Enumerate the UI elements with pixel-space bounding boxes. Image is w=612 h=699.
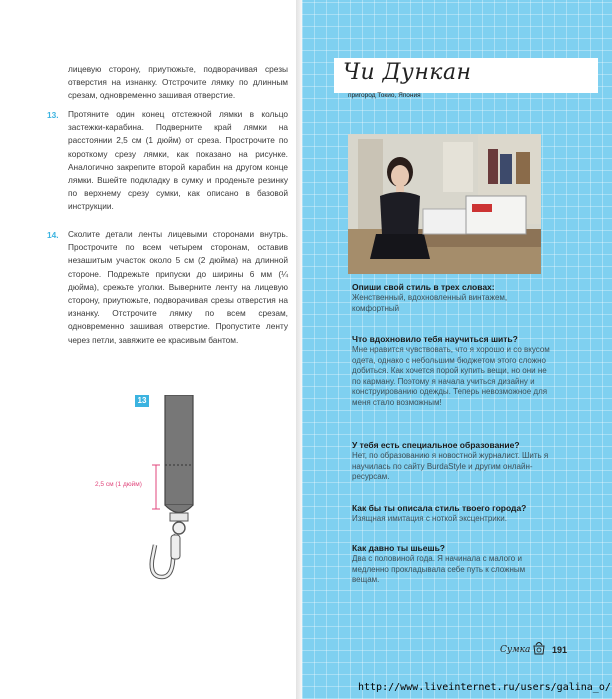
dimension-label: 2,5 см (1 дюйм)	[95, 481, 142, 488]
question: Как давно ты шьешь?	[352, 543, 445, 553]
answer: Два с половиной года. Я начинала с малого и медленно прокладывала себе путь к сложным вещам.	[352, 554, 526, 585]
strap-carabiner-illustration	[140, 395, 220, 595]
answer: Мне нравится чувствовать, что я хорошо и со вкусом одета, однако с небольшим бюджетом этого сложно добиться. Как хочется порой купить вещи, но они не по карману. Поэтому я начала учиться дизайну и конструированию одежды. Теперь невозможное для меня стало возможным!	[352, 345, 550, 407]
question: Как бы ты описала стиль твоего города?	[352, 503, 527, 513]
page-number: 191	[552, 645, 568, 655]
qa-block-1	[352, 282, 552, 314]
watermark-url[interactable]: http://www.liveinternet.ru/users/galina_o/	[358, 682, 611, 693]
step-13-number: 13.	[47, 110, 59, 120]
answer: Женственный, вдохновленный винтажем, комфортный	[352, 293, 508, 313]
paragraph-12-continued: лицевую сторону, приутюжьте, подворачивая срезы отверстия на изнанку. Отстрочите лямку по длинным срезам, одновременно зашивая отверстие.	[68, 64, 288, 101]
qa-block-2	[352, 334, 552, 409]
answer: Изящная имитация с ноткой эксцентрики.	[352, 514, 507, 523]
qa-block-4	[352, 503, 552, 525]
qa-block-5	[352, 543, 552, 586]
profile-photo	[348, 134, 541, 274]
question: У тебя есть специальное образование?	[352, 440, 520, 450]
qa-block-3	[352, 440, 552, 483]
step-14-text: Сколите детали ленты лицевыми сторонами внутрь. Прострочите по всем четырем сторонам, оставив незашитым участок около 5 см (2 дюйма) на длинной стороне. Подрежьте припуски до ширины 6 мм (¼ дюйма), срежьте уголки. Выверните ленту на лицевую сторону, приутюжьте, подворачивая срезы отверстия на изнанку. Отстрочите лямку по всем срезам, одновременно зашивая отверстие. Пропустите ленту через петли, завяжите ее красивым бантом.	[68, 229, 288, 345]
question: Опиши свой стиль в трех словах:	[352, 282, 495, 292]
question: Что вдохновило тебя научиться шить?	[352, 334, 518, 344]
figure-number: 13	[135, 395, 149, 407]
step-13-text: Протяните один конец отстежной лямки в кольцо застежки-карабина. Подверните край лямки на расстоянии 2,5 см (1 дюйм) от среза. Прострочите по короткому срезу лямки, как показано на рисунке. Аналогично закрепите второй карабин на другом конце лямки. Вшейте подкладку в сумку и проденьте резинку по верхнему срезу сумки, как описано в базовой инструкции.	[68, 109, 288, 212]
section-title: Сумка	[500, 645, 531, 655]
bag-icon	[532, 640, 546, 656]
profile-name: Чи Дункан	[343, 60, 472, 85]
answer: Нет, по образованию я новостной журналист. Шить я научилась по сайту BurdaStyle и другим онлайн-ресурсам.	[352, 451, 549, 482]
step-14-number: 14.	[47, 230, 59, 240]
profile-location: пригород Токио, Япония	[348, 92, 421, 99]
